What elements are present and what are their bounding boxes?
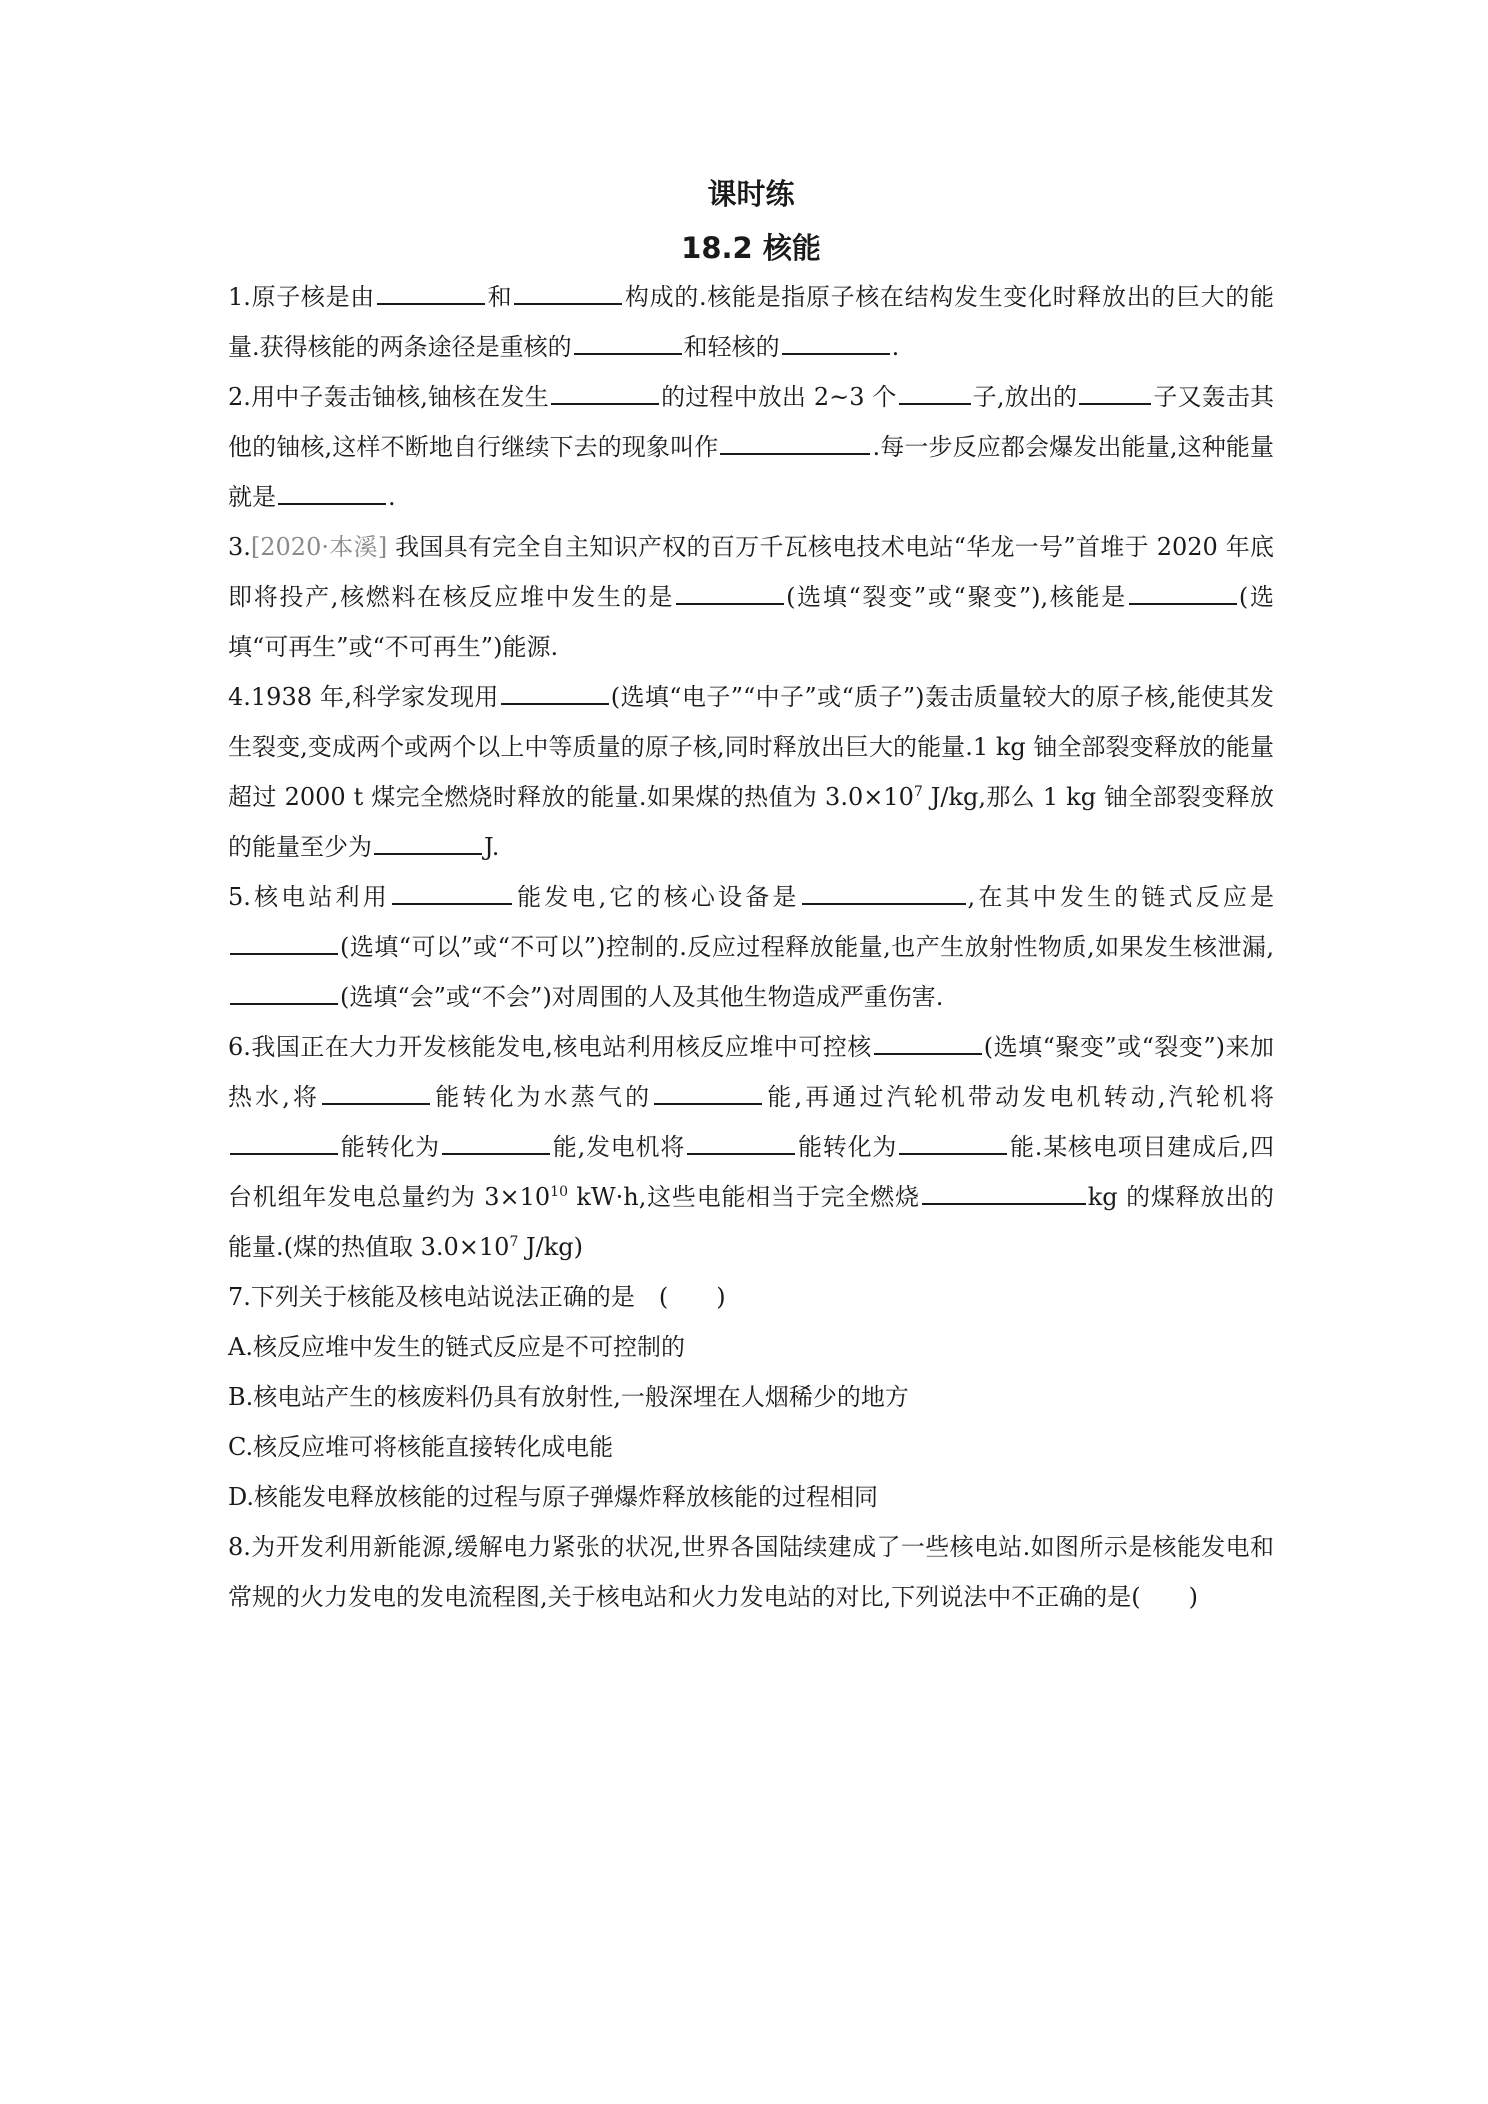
option-d[interactable]: D.核能发电释放核能的过程与原子弹爆炸释放核能的过程相同: [228, 1483, 879, 1511]
q6-text-c: 能转化为水蒸气的: [432, 1083, 653, 1111]
q5-text-e: (选填“会”或“不会”)对周围的人及其他生物造成严重伤害.: [340, 983, 944, 1011]
exponent: 7: [509, 1234, 519, 1250]
answer-blank[interactable]: [782, 329, 890, 355]
question-3: [228, 522, 1274, 672]
question-4: [228, 672, 1274, 872]
q6-text-k: J/kg): [518, 1233, 583, 1261]
answer-blank[interactable]: [514, 279, 622, 305]
q1-text-e: .: [891, 333, 900, 361]
answer-blank[interactable]: [922, 1179, 1086, 1205]
q6-text-b: (选填“聚变”或“裂变”)来加热水,将: [228, 1033, 1274, 1111]
answer-blank[interactable]: [899, 1129, 1007, 1155]
q5-text-c: ,在其中发生的链式反应是: [967, 883, 1274, 911]
answer-blank[interactable]: [230, 929, 338, 955]
q4-text-b: (选填“电子”“中子”或“质子”)轰击质量较大的原子核,能使其发生裂变,变成两个或两个以上中等质量的原子核,同时释放出巨大的能量.1 kg 铀全部裂变释放的能量超过 2000 t 煤完全燃烧时释放的能量.如果煤的热值为 3.0×10: [228, 683, 1275, 811]
answer-blank[interactable]: [442, 1129, 550, 1155]
q2-text-b: 的过程中放出 2~3 个: [660, 383, 897, 411]
q3-text-c: (选填“可再生”或“不可再生”)能源.: [228, 583, 1274, 661]
q6-text-e: 能转化为: [340, 1133, 440, 1161]
worksheet-page: [228, 172, 1274, 1622]
q6-text-j: kg 的煤释放出的能量.(煤的热值取 3.0×10: [228, 1183, 1274, 1261]
option-b[interactable]: B.核电站产生的核废料仍具有放射性,一般深埋在人烟稀少的地方: [228, 1383, 909, 1411]
answer-blank[interactable]: [1079, 379, 1151, 405]
q6-text-g: 能转化为: [797, 1133, 898, 1161]
q2-text-c: 子,放出的: [972, 383, 1078, 411]
exponent: 7: [913, 784, 923, 800]
q1-text-a: 1.原子核是由: [228, 283, 375, 311]
answer-blank[interactable]: [687, 1129, 795, 1155]
option-c[interactable]: C.核反应堆可将核能直接转化成电能: [228, 1433, 614, 1461]
page-title: 课时练: [707, 177, 795, 211]
q3-text-a: 我国具有完全自主知识产权的百万千瓦核电技术电站“华龙一号”首堆于 2020 年底即将投产,核燃料在核反应堆中发生的是: [228, 533, 1274, 611]
q6-text-i: kW·h,这些电能相当于完全燃烧: [568, 1183, 920, 1211]
q2-text-e: .每一步反应都会爆发出能量,这种能量就是: [228, 433, 1274, 511]
answer-blank[interactable]: [278, 479, 386, 505]
q4-text-a: 4.1938 年,科学家发现用: [228, 683, 499, 711]
question-2: [228, 372, 1274, 522]
question-8: 8.为开发利用新能源,缓解电力紧张的状况,世界各国陆续建成了一些核电站.如图所示是核能发电和常规的火力发电的发电流程图,关于核电站和火力发电站的对比,下列说法中不正确的是( ): [228, 1533, 1274, 1611]
q1-text-d: 和轻核的: [683, 333, 780, 361]
q6-text-a: 6.我国正在大力开发核能发电,核电站利用核反应堆中可控核: [228, 1033, 872, 1061]
q6-text-f: 能,发电机将: [551, 1133, 686, 1161]
q5-text-a: 5.核电站利用: [228, 883, 390, 911]
source-tag: [2020·本溪]: [250, 533, 388, 561]
question-7: 7.下列关于核能及核电站说法正确的是 ( ): [228, 1283, 726, 1311]
question-6: [228, 1022, 1274, 1272]
answer-blank[interactable]: [574, 329, 682, 355]
answer-blank[interactable]: [377, 279, 485, 305]
answer-blank[interactable]: [720, 429, 870, 455]
answer-blank[interactable]: [899, 379, 971, 405]
option-a[interactable]: A.核反应堆中发生的链式反应是不可控制的: [228, 1333, 685, 1361]
answer-blank[interactable]: [230, 979, 338, 1005]
q1-text-c: 构成的.核能是指原子核在结构发生变化时释放出的巨大的能量.获得核能的两条途径是重核的: [228, 283, 1274, 361]
q6-text-h: 能.某核电项目建成后,四台机组年发电总量约为 3×10: [228, 1133, 1274, 1211]
answer-blank[interactable]: [1129, 579, 1237, 605]
q2-text-f: .: [388, 483, 396, 511]
question-5: [228, 872, 1274, 1022]
answer-blank[interactable]: [676, 579, 784, 605]
answer-blank[interactable]: [874, 1029, 982, 1055]
q3-text-b: (选填“裂变”或“聚变”),核能是: [786, 583, 1127, 611]
q5-text-b: 能发电,它的核心设备是: [513, 883, 800, 911]
q1-text-b: 和: [486, 283, 513, 311]
exponent: 10: [550, 1184, 568, 1200]
answer-blank[interactable]: [374, 829, 482, 855]
q6-text-d: 能,再通过汽轮机带动发电机转动,汽轮机将: [764, 1083, 1274, 1111]
answer-blank[interactable]: [654, 1079, 762, 1105]
answer-blank[interactable]: [551, 379, 659, 405]
section-title: 18.2 核能: [681, 231, 821, 265]
answer-blank[interactable]: [322, 1079, 430, 1105]
answer-blank[interactable]: [392, 879, 512, 905]
q4-text-d: J.: [484, 833, 500, 861]
q5-text-d: (选填“可以”或“不可以”)控制的.反应过程释放能量,也产生放射性物质,如果发生核泄漏,: [340, 933, 1274, 961]
answer-blank[interactable]: [230, 1129, 338, 1155]
q3-number: 3.: [228, 533, 251, 561]
question-1: [228, 272, 1274, 372]
answer-blank[interactable]: [802, 879, 966, 905]
q2-text-a: 2.用中子轰击铀核,铀核在发生: [228, 383, 549, 411]
q2-text-d: 子又轰击其他的铀核,这样不断地自行继续下去的现象叫作: [228, 383, 1275, 461]
answer-blank[interactable]: [501, 679, 609, 705]
q4-text-c: J/kg,那么 1 kg 铀全部裂变释放的能量至少为: [228, 783, 1274, 861]
